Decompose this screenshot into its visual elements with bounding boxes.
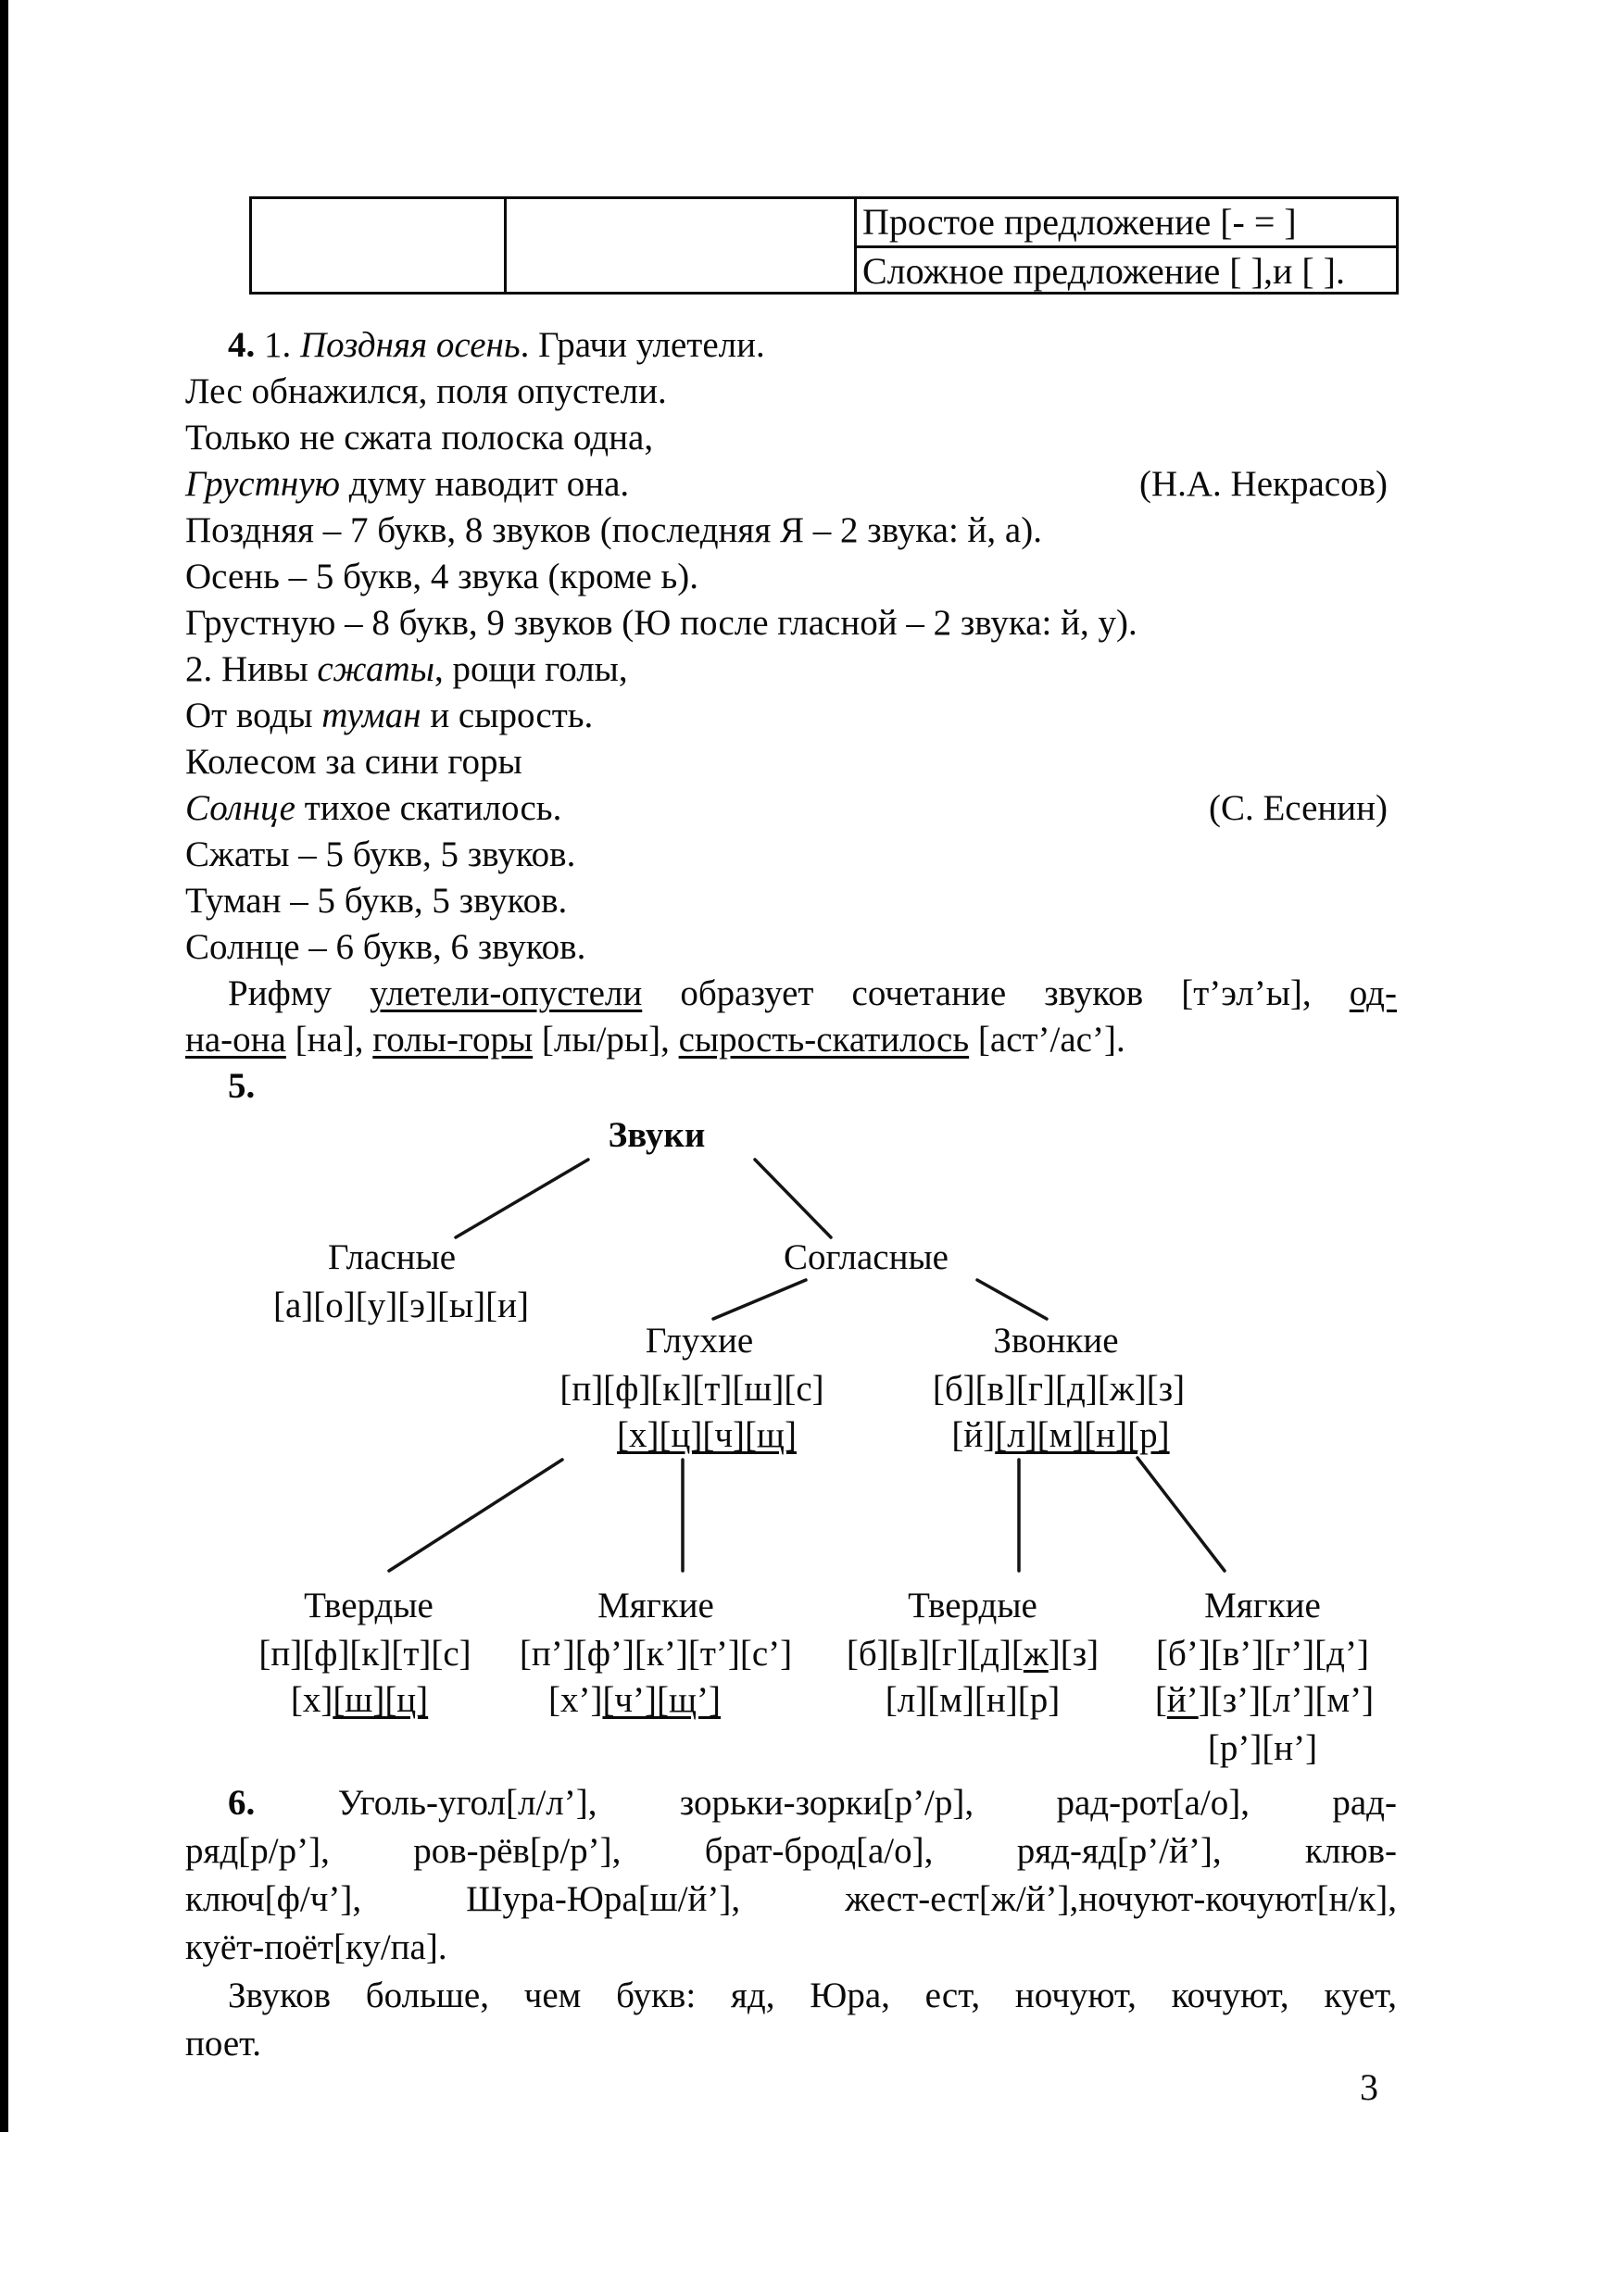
exercise-number: 6. <box>228 1783 256 1823</box>
tree-soft-voiceless-phonemes-2 <box>548 1680 721 1721</box>
text-line: куёт-поёт[ку/па]. <box>185 1927 447 1967</box>
text-line: Грустную – 8 букв, 9 звуков (Ю после гласной – 2 звука: й, у). <box>185 603 1137 643</box>
text-segment-underlined: й’ <box>1166 1680 1199 1720</box>
text-line: поет. <box>185 2024 262 2064</box>
text-segment-underlined: [ч’][щ’] <box>602 1680 722 1720</box>
tree-node-vowels: Гласные <box>327 1237 457 1277</box>
tree-vowel-phonemes: [а][о][у][э][ы][и] <box>273 1286 529 1325</box>
tree-node-consonants: Согласные <box>784 1237 949 1277</box>
tree-soft-voiceless-phonemes-1: [п’][ф’][к’][т’][с’] <box>519 1634 793 1674</box>
text-segment-italic: Поздняя осень <box>300 325 521 365</box>
tree-node-hard-voiced: Твердые <box>908 1586 1037 1625</box>
table-cell-complex-sentence: Сложное предложение [ ],и [ ]. <box>862 250 1345 292</box>
text-segment: [х] <box>290 1680 333 1720</box>
text-segment: образует сочетание звуков [т’эл’ы], <box>642 973 1350 1013</box>
text-segment-underlined: улетели-опустели <box>370 973 643 1013</box>
tree-soft-voiced-phonemes-1: [б’][в’][г’][д’] <box>1156 1634 1369 1674</box>
text-segment: [аст’/ас’]. <box>969 1020 1125 1060</box>
exercise-6-block <box>185 1779 1397 2068</box>
text-segment: ][з] <box>1048 1634 1100 1674</box>
exercise-number: 5. <box>228 1066 256 1106</box>
text-line: Поздняя – 7 букв, 8 звуков (последняя Я – 2 звука: й, а). <box>185 510 1042 550</box>
text-segment-italic: Грустную <box>185 464 341 504</box>
text-segment: Рифму <box>228 973 371 1013</box>
text-line: Лес обнажился, поля опустели. <box>185 371 667 411</box>
text-segment-italic: сжаты <box>317 649 435 689</box>
text-segment-underlined: [х][ц][ч][щ] <box>617 1415 797 1455</box>
text-segment: и сырость. <box>421 696 594 735</box>
text-segment: [ <box>1154 1680 1167 1720</box>
tree-node-voiced: Звонкие <box>993 1321 1119 1361</box>
tree-soft-voiced-phonemes-2 <box>1155 1680 1374 1721</box>
text-line: Только не сжата полоска одна, <box>185 418 654 458</box>
text-segment: ][з’][л’][м’] <box>1198 1680 1375 1720</box>
tree-voiced-phonemes-1: [б][в][г][д][ж][з] <box>932 1369 1186 1409</box>
tree-hard-voiceless-phonemes-2 <box>291 1680 428 1721</box>
tree-voiced-phonemes-2 <box>951 1415 1169 1456</box>
text-segment: [б][в][г][д][ <box>846 1634 1024 1674</box>
tree-node-hard-voiceless: Твердые <box>304 1586 434 1625</box>
text-line: Туман – 5 букв, 5 звуков. <box>185 881 568 921</box>
page-number: 3 <box>1360 2066 1378 2108</box>
text-segment: От воды <box>185 696 322 735</box>
tree-node-soft-voiceless: Мягкие <box>597 1586 714 1625</box>
text-segment-underlined: [ш][ц] <box>333 1680 429 1720</box>
text-segment: [х’] <box>547 1680 603 1720</box>
text-line: Сжаты – 5 букв, 5 звуков. <box>185 834 576 874</box>
text-segment-underlined: сырость-скатилось <box>678 1020 970 1060</box>
text-segment-italic: туман <box>321 696 421 735</box>
tree-root-sounds: Звуки <box>608 1115 706 1155</box>
text-line: ключ[ф/ч’], Шура-Юра[ш/й’], жест-ест[ж/й’],ночуют-кочуют[н/к], <box>185 1879 1397 1919</box>
exercise-number: 4. <box>228 325 256 365</box>
text-segment-underlined: од- <box>1349 973 1397 1013</box>
tree-voiceless-phonemes-2 <box>617 1415 797 1456</box>
text-segment: тихое скатилось. <box>295 788 562 828</box>
text-segment: 2. Нивы <box>185 649 318 689</box>
text-segment: думу наводит она. <box>340 464 630 504</box>
text-line: ряд[р/р’], ров-рёв[р/р’], брат-брод[а/о], ряд-яд[р’/й’], клюв- <box>185 1831 1397 1871</box>
text-line: Солнце – 6 букв, 6 звуков. <box>185 927 586 967</box>
poem-author: (С. Есенин) <box>1208 788 1388 828</box>
table-cell-simple-sentence: Простое предложение [- = ] <box>862 201 1297 243</box>
text-line: Звуков больше, чем букв: яд, Юра, ест, ночуют, кочуют, кует, <box>228 1976 1397 2015</box>
text-segment-italic: Солнце <box>185 788 295 828</box>
text-segment: [на], <box>285 1020 373 1060</box>
text-segment-underlined: на-она <box>185 1020 286 1060</box>
tree-soft-voiced-phonemes-3: [р’][н’] <box>1207 1728 1318 1768</box>
text-segment-underlined: ж <box>1023 1634 1049 1674</box>
text-line: Осень – 5 букв, 4 звука (кроме ь). <box>185 557 698 596</box>
text-segment: Уголь-угол[л/л’], зорьки-зорки[р’/р], рад-рот[а/о], рад- <box>337 1783 1397 1823</box>
text-segment: [лы/ры], <box>533 1020 679 1060</box>
text-segment: [й] <box>951 1415 996 1455</box>
tree-hard-voiced-phonemes-1 <box>847 1634 1099 1675</box>
tree-hard-voiceless-phonemes-1: [п][ф][к][т][с] <box>258 1634 471 1674</box>
tree-voiceless-phonemes-1: [п][ф][к][т][ш][с] <box>559 1369 824 1409</box>
tree-node-voiceless: Глухие <box>645 1321 754 1361</box>
text-segment-underlined: голы-горы <box>372 1020 534 1060</box>
text-segment: , рощи голы, <box>434 649 628 689</box>
tree-hard-voiced-phonemes-2: [л][м][н][р] <box>885 1680 1061 1720</box>
text-line: Колесом за сини горы <box>185 742 522 782</box>
tree-node-soft-voiced: Мягкие <box>1204 1586 1321 1625</box>
text-line <box>185 1779 1397 1827</box>
text-segment-underlined: [л][м][н][р] <box>995 1415 1170 1455</box>
poem-author: (Н.А. Некрасов) <box>1138 464 1388 504</box>
text-segment: 1. <box>255 325 300 365</box>
text-segment: . Грачи улетели. <box>520 325 765 365</box>
